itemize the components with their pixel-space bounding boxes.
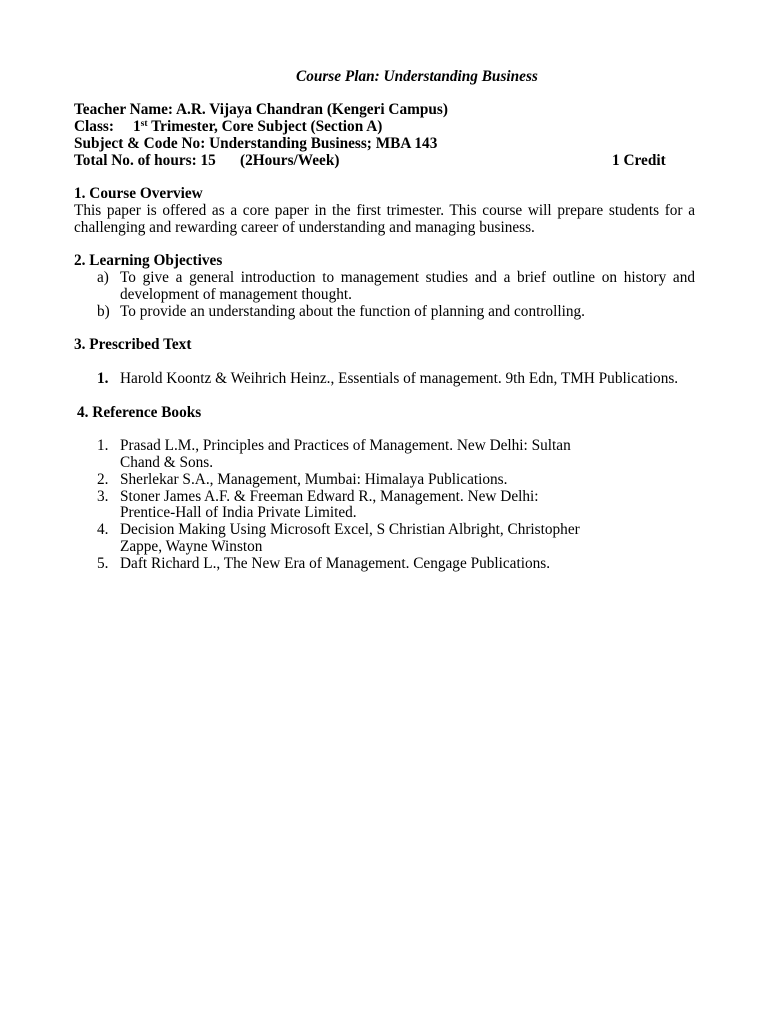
section-heading-course-overview: 1. Course Overview — [74, 185, 203, 203]
item-marker: b) — [97, 302, 110, 320]
subject-code: Subject & Code No: Understanding Business; MBA 143 — [74, 134, 438, 152]
item-marker: 4. — [97, 521, 109, 539]
item-line: To provide an understanding about the function of planning and controlling. — [120, 302, 585, 320]
section-heading-prescribed-text: 3. Prescribed Text — [74, 336, 192, 354]
section-heading-reference-books: 4. Reference Books — [77, 403, 202, 421]
item-line: Decision Making Using Microsoft Excel, S Christian Albright, Christopher — [120, 521, 580, 539]
item-line: Harold Koontz & Weihrich Heinz., Essentials of management. 9th Edn, TMH Publications. — [120, 369, 679, 387]
reference-item — [74, 472, 695, 489]
reference-list — [74, 438, 695, 572]
item-line: Chand & Sons. — [120, 453, 214, 471]
item-marker: a) — [97, 269, 109, 287]
reference-item — [74, 556, 695, 573]
class-label: Class: — [74, 117, 114, 135]
item-line: Stoner James A.F. & Freeman Edward R., Management. New Delhi: — [120, 487, 539, 505]
paragraph-line: This paper is offered as a core paper in the first trimester. This course will prepare students for a — [74, 201, 695, 219]
item-line: Daft Richard L., The New Era of Management. Cengage Publications. — [120, 554, 551, 572]
class-description: Trimester, Core Subject (Section A) — [151, 117, 383, 135]
total-hours-line — [74, 153, 695, 170]
paragraph-line: challenging and rewarding career of understanding and managing business. — [74, 218, 535, 236]
item-marker: 3. — [97, 487, 109, 505]
document-title: Course Plan: Understanding Business — [296, 67, 538, 85]
section-heading-learning-objectives: 2. Learning Objectives — [74, 252, 223, 270]
item-marker: 2. — [97, 470, 109, 488]
trimester-number: 1 — [133, 117, 141, 135]
objective-item — [74, 270, 695, 304]
hours-per-week: (2Hours/Week) — [240, 151, 340, 169]
ordinal-suffix: st — [140, 118, 148, 129]
item-marker: 1. — [97, 437, 109, 455]
item-marker: 5. — [97, 554, 109, 572]
reference-item — [74, 438, 695, 472]
prescribed-text-item — [74, 371, 695, 388]
item-marker: 1. — [97, 369, 109, 387]
reference-item — [74, 522, 695, 556]
item-line: To give a general introduction to management studies and a brief outline on history and — [120, 269, 695, 287]
item-line: Zappe, Wayne Winston — [120, 537, 263, 555]
credit: 1 Credit — [612, 151, 666, 169]
objective-item — [74, 304, 695, 321]
course-plan-content — [74, 69, 695, 573]
total-hours: Total No. of hours: 15 — [74, 151, 216, 169]
item-line: development of management thought. — [120, 285, 352, 303]
teacher-name: Teacher Name: A.R. Vijaya Chandran (Kengeri Campus) — [74, 101, 448, 119]
course-overview-paragraph — [74, 203, 695, 237]
item-line: Prasad L.M., Principles and Practices of Management. New Delhi: Sultan — [120, 437, 571, 455]
item-line: Sherlekar S.A., Management, Mumbai: Himalaya Publications. — [120, 470, 508, 488]
class-line — [74, 119, 695, 136]
item-line: Prentice-Hall of India Private Limited. — [120, 504, 357, 522]
reference-item — [74, 489, 695, 523]
